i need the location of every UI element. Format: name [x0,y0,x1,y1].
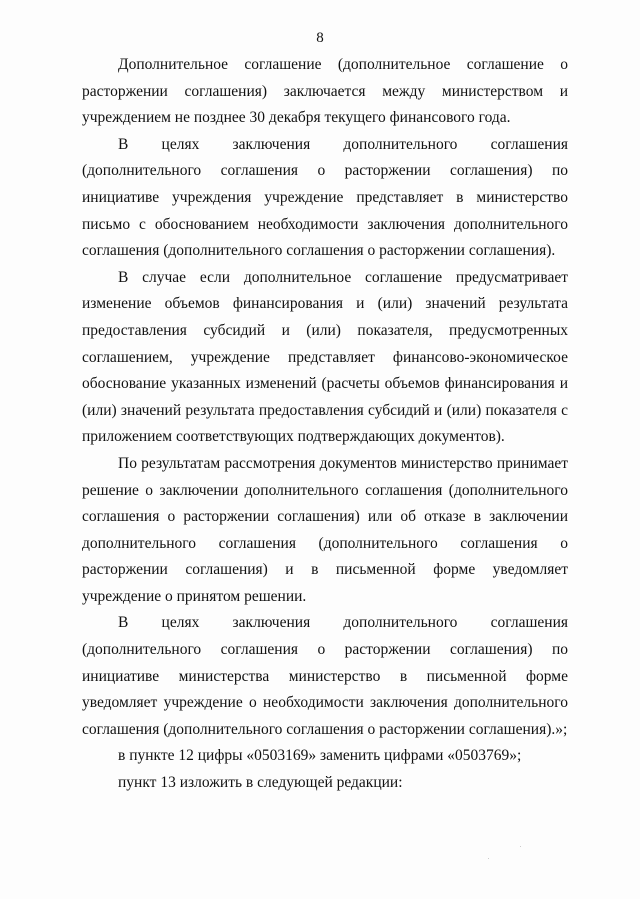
paragraph-7: пункт 13 изложить в следующей редакции: [118,774,403,792]
paragraph-3: В случае если дополнительное соглашение предусматривает изменение объемов финансирования и (или) значений результата предоставления субсидий и (или) показателя, предусмотренных соглашением, учреждение представляет финансово-экономическое обоснование указанных изменений (расчеты объемов финансирования и (или) значений результата предоставления субсидий и (или) показателя с приложением соответствующих подтверждающих документов). [82,268,568,446]
document-body [82,52,568,797]
paragraph-4: По результатам рассмотрения документов министерство принимает решение о заключении дополнительного соглашения (дополнительного соглашения о расторжении соглашения) или об отказе в заключении дополнительного соглашения (дополнительного соглашения о расторжении соглашения) и в письменной форме уведомляет учреждение о принятом решении. [82,454,568,605]
scan-speck [488,858,489,859]
paragraph-5: В целях заключения дополнительного соглашения (дополнительного соглашения о расторжении соглашения) по инициативе министерства министерство в письменной форме уведомляет учреждение о необходимости заключения дополнительного соглашения (дополнительного соглашения о расторжении соглашения).»; [82,614,568,738]
paragraph-6: в пункте 12 цифры «0503169» заменить цифрами «0503769»; [118,747,522,765]
scan-speck [520,846,521,847]
paragraph-1: Дополнительное соглашение (дополнительное соглашение о расторжении соглашения) заключается между министерством и учреждением не позднее 30 декабря текущего финансового года. [82,56,568,127]
paragraph-2: В целях заключения дополнительного соглашения (дополнительного соглашения о расторжении соглашения) по инициативе учреждения учреждение представляет в министерство письмо с обоснованием необходимости заключения дополнительного соглашения (дополнительного соглашения о расторжении соглашения). [82,135,568,260]
page-number: 8 [316,30,324,46]
